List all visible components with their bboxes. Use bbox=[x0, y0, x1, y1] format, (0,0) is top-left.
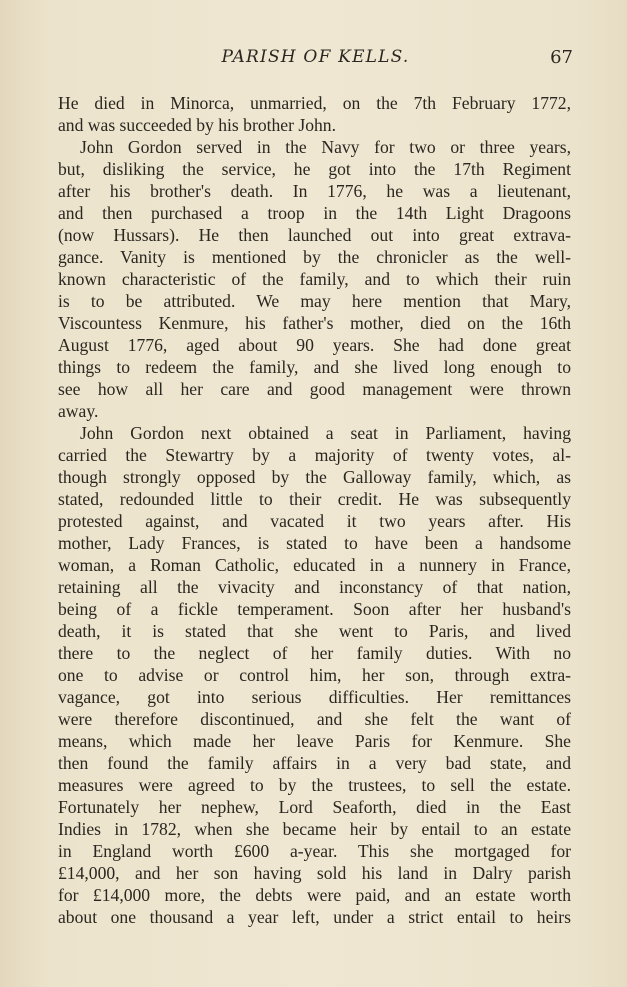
running-title: PARISH OF KELLS. bbox=[221, 47, 410, 67]
text-line: protested against, and vacated it two years after. His bbox=[58, 511, 571, 531]
body-text bbox=[58, 92, 571, 928]
text-line: John Gordon next obtained a seat in Parliament, having bbox=[80, 423, 571, 443]
text-line: means, which made her leave Paris for Kenmure. She bbox=[58, 731, 571, 751]
text-line: £14,000, and her son having sold his land in Dalry parish bbox=[58, 863, 571, 883]
text-line: but, disliking the service, he got into the 17th Regiment bbox=[58, 159, 571, 179]
text-line: vagance, got into serious difficulties. Her remittances bbox=[58, 687, 571, 707]
text-line: known characteristic of the family, and to which their ruin bbox=[58, 269, 571, 289]
text-line: away. bbox=[58, 401, 99, 421]
text-line: then found the family affairs in a very bad state, and bbox=[58, 753, 571, 773]
text-line: see how all her care and good management were thrown bbox=[58, 379, 571, 399]
text-line: (now Hussars). He then launched out into great extrava- bbox=[58, 225, 571, 245]
text-line: mother, Lady Frances, is stated to have been a handsome bbox=[58, 533, 571, 553]
text-line: August 1776, aged about 90 years. She had done great bbox=[58, 335, 571, 355]
text-line: and then purchased a troop in the 14th Light Dragoons bbox=[58, 203, 571, 223]
text-line: and was succeeded by his brother John. bbox=[58, 115, 337, 135]
text-line: in England worth £600 a-year. This she mortgaged for bbox=[58, 841, 571, 861]
text-line: Viscountess Kenmure, his father's mother, died on the 16th bbox=[58, 313, 571, 333]
text-line: He died in Minorca, unmarried, on the 7th February 1772, bbox=[58, 93, 571, 113]
text-line: one to advise or control him, her son, through extra- bbox=[58, 665, 571, 685]
text-line: woman, a Roman Catholic, educated in a nunnery in France, bbox=[58, 555, 571, 575]
text-line: gance. Vanity is mentioned by the chronicler as the well- bbox=[58, 247, 571, 267]
page-number: 67 bbox=[550, 47, 573, 68]
text-line: retaining all the vivacity and inconstancy of that nation, bbox=[58, 577, 571, 597]
text-line: measures were agreed to by the trustees, to sell the estate. bbox=[58, 775, 571, 795]
text-line: about one thousand a year left, under a strict entail to heirs bbox=[58, 907, 571, 927]
text-line: being of a fickle temperament. Soon after her husband's bbox=[58, 599, 571, 619]
text-line: after his brother's death. In 1776, he was a lieutenant, bbox=[58, 181, 571, 201]
text-line: Fortunately her nephew, Lord Seaforth, died in the East bbox=[58, 797, 571, 817]
text-line: is to be attributed. We may here mention that Mary, bbox=[58, 291, 571, 311]
text-line: there to the neglect of her family duties. With no bbox=[58, 643, 571, 663]
page-header bbox=[58, 47, 573, 73]
text-line: Indies in 1782, when she became heir by entail to an estate bbox=[58, 819, 571, 839]
text-line: John Gordon served in the Navy for two or three years, bbox=[80, 137, 571, 157]
text-line: death, it is stated that she went to Paris, and lived bbox=[58, 621, 571, 641]
text-line: things to redeem the family, and she lived long enough to bbox=[58, 357, 571, 377]
text-line: stated, redounded little to their credit. He was subsequently bbox=[58, 489, 571, 509]
text-line: though strongly opposed by the Galloway family, which, as bbox=[58, 467, 571, 487]
text-line: carried the Stewartry by a majority of twenty votes, al- bbox=[58, 445, 571, 465]
text-line: for £14,000 more, the debts were paid, and an estate worth bbox=[58, 885, 571, 905]
text-line: were therefore discontinued, and she felt the want of bbox=[58, 709, 571, 729]
